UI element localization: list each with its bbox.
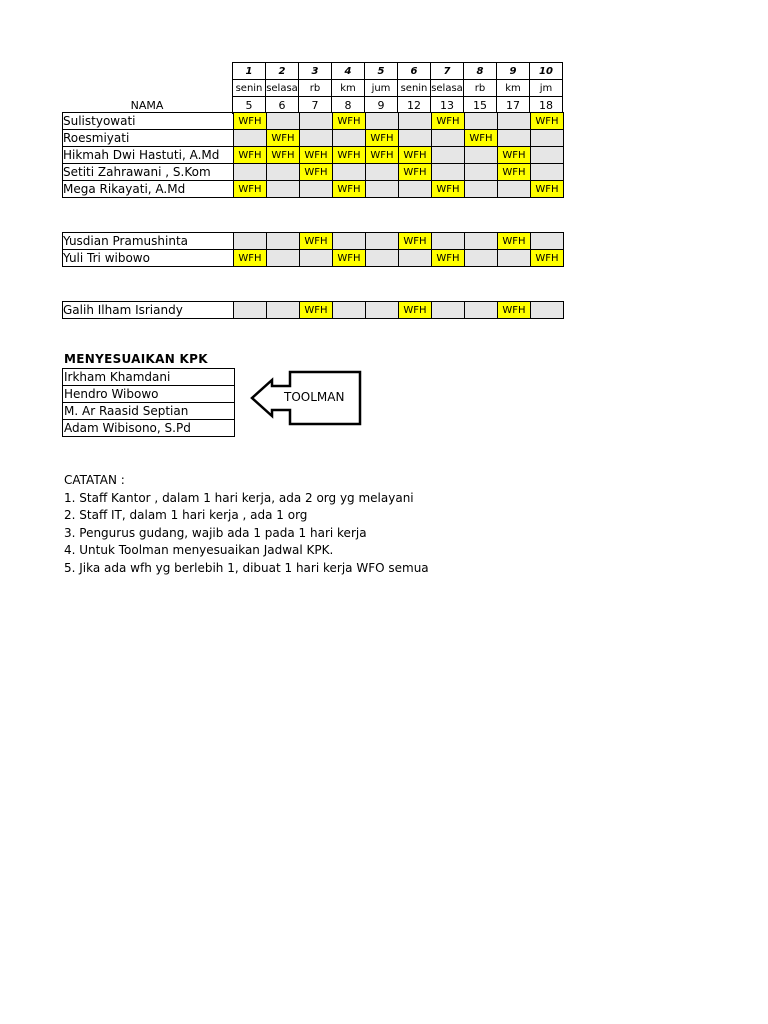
wfh-cell: WFH bbox=[234, 250, 267, 267]
weekday-cell: senin bbox=[233, 80, 266, 97]
employee-name: Roesmiyati bbox=[63, 130, 234, 147]
wfh-cell: WFH bbox=[531, 181, 564, 198]
table-row bbox=[63, 113, 564, 130]
empty-cell bbox=[399, 181, 432, 198]
empty-cell bbox=[498, 113, 531, 130]
kpk-name: Adam Wibisono, S.Pd bbox=[63, 420, 235, 437]
schedule-group-3 bbox=[62, 301, 564, 319]
wfh-cell: WFH bbox=[498, 164, 531, 181]
day-number-cell: 7 bbox=[431, 63, 464, 80]
weekday-cell: km bbox=[332, 80, 365, 97]
empty-cell bbox=[366, 113, 399, 130]
empty-cell bbox=[366, 250, 399, 267]
day-number-cell: 1 bbox=[233, 63, 266, 80]
wfh-cell: WFH bbox=[531, 250, 564, 267]
empty-cell bbox=[465, 164, 498, 181]
wfh-cell: WFH bbox=[300, 147, 333, 164]
date-cell: 12 bbox=[398, 97, 431, 114]
employee-name: Hikmah Dwi Hastuti, A.Md bbox=[63, 147, 234, 164]
wfh-cell: WFH bbox=[432, 181, 465, 198]
empty-cell bbox=[531, 302, 564, 319]
kpk-name: M. Ar Raasid Septian bbox=[63, 403, 235, 420]
kpk-name: Hendro Wibowo bbox=[63, 386, 235, 403]
empty-cell bbox=[399, 130, 432, 147]
empty-cell bbox=[267, 233, 300, 250]
empty-cell bbox=[366, 181, 399, 198]
empty-cell bbox=[531, 233, 564, 250]
notes-list bbox=[64, 490, 429, 578]
kpk-list bbox=[62, 368, 235, 437]
day-number-row bbox=[62, 63, 563, 80]
day-number-cell: 4 bbox=[332, 63, 365, 80]
empty-cell bbox=[432, 130, 465, 147]
name-column-header: NAMA bbox=[130, 98, 164, 112]
day-number-cell: 5 bbox=[365, 63, 398, 80]
empty-cell bbox=[300, 181, 333, 198]
note-item: 3. Pengurus gudang, wajib ada 1 pada 1 hari kerja bbox=[64, 525, 367, 540]
wfh-cell: WFH bbox=[234, 147, 267, 164]
day-number-cell: 9 bbox=[497, 63, 530, 80]
wfh-cell: WFH bbox=[432, 113, 465, 130]
note-item: 5. Jika ada wfh yg berlebih 1, dibuat 1 hari kerja WFO semua bbox=[64, 560, 429, 575]
wfh-cell: WFH bbox=[267, 147, 300, 164]
employee-name: Yusdian Pramushinta bbox=[63, 233, 234, 250]
wfh-cell: WFH bbox=[300, 233, 333, 250]
toolman-label: TOOLMAN bbox=[284, 390, 345, 404]
kpk-name: Irkham Khamdani bbox=[63, 369, 235, 386]
weekday-cell: km bbox=[497, 80, 530, 97]
empty-cell bbox=[465, 250, 498, 267]
wfh-cell: WFH bbox=[465, 130, 498, 147]
empty-cell bbox=[432, 302, 465, 319]
empty-cell bbox=[366, 302, 399, 319]
empty-cell bbox=[234, 233, 267, 250]
wfh-cell: WFH bbox=[234, 181, 267, 198]
day-number-cell: 10 bbox=[530, 63, 563, 80]
weekday-cell: selasa bbox=[431, 80, 464, 97]
note-item: 2. Staff IT, dalam 1 hari kerja , ada 1 org bbox=[64, 508, 308, 522]
date-cell: 8 bbox=[332, 97, 365, 114]
empty-cell bbox=[399, 250, 432, 267]
weekday-cell: rb bbox=[299, 80, 332, 97]
day-number-cell: 2 bbox=[266, 63, 299, 80]
empty-cell bbox=[531, 164, 564, 181]
weekday-cell: selasa bbox=[266, 80, 299, 97]
employee-name: Galih Ilham Isriandy bbox=[63, 302, 234, 319]
date-cell: 18 bbox=[530, 97, 563, 114]
wfh-cell: WFH bbox=[366, 130, 399, 147]
employee-name: Mega Rikayati, A.Md bbox=[63, 181, 234, 198]
wfh-cell: WFH bbox=[432, 250, 465, 267]
list-item bbox=[63, 386, 235, 403]
empty-cell bbox=[465, 302, 498, 319]
date-cell: 15 bbox=[464, 97, 497, 114]
date-cell: 5 bbox=[233, 97, 266, 114]
wfh-cell: WFH bbox=[366, 147, 399, 164]
day-number-cell: 3 bbox=[299, 63, 332, 80]
empty-cell bbox=[234, 130, 267, 147]
empty-cell bbox=[300, 250, 333, 267]
notes-section bbox=[64, 472, 429, 577]
empty-cell bbox=[498, 181, 531, 198]
list-item bbox=[63, 403, 235, 420]
empty-cell bbox=[366, 164, 399, 181]
wfh-cell: WFH bbox=[498, 147, 531, 164]
wfh-cell: WFH bbox=[267, 130, 300, 147]
list-item bbox=[63, 420, 235, 437]
empty-cell bbox=[531, 130, 564, 147]
wfh-cell: WFH bbox=[399, 147, 432, 164]
wfh-cell: WFH bbox=[300, 302, 333, 319]
empty-cell bbox=[300, 130, 333, 147]
schedule-table bbox=[62, 301, 564, 319]
day-number-cell: 8 bbox=[464, 63, 497, 80]
table-row bbox=[63, 181, 564, 198]
wfh-cell: WFH bbox=[333, 250, 366, 267]
wfh-cell: WFH bbox=[531, 113, 564, 130]
empty-cell bbox=[465, 181, 498, 198]
weekday-cell: jm bbox=[530, 80, 563, 97]
kpk-table bbox=[62, 368, 235, 437]
date-cell: 7 bbox=[299, 97, 332, 114]
empty-cell bbox=[267, 113, 300, 130]
empty-cell bbox=[465, 147, 498, 164]
weekday-cell: rb bbox=[464, 80, 497, 97]
wfh-cell: WFH bbox=[333, 147, 366, 164]
date-cell: 6 bbox=[266, 97, 299, 114]
schedule-table bbox=[62, 112, 564, 198]
schedule-header bbox=[62, 62, 563, 114]
schedule-sheet bbox=[62, 62, 563, 114]
empty-cell bbox=[465, 233, 498, 250]
date-cell: 17 bbox=[497, 97, 530, 114]
empty-cell bbox=[333, 164, 366, 181]
weekday-cell: jum bbox=[365, 80, 398, 97]
empty-cell bbox=[432, 164, 465, 181]
list-item bbox=[63, 369, 235, 386]
date-cell: 13 bbox=[431, 97, 464, 114]
empty-cell bbox=[333, 302, 366, 319]
wfh-cell: WFH bbox=[498, 302, 531, 319]
wfh-cell: WFH bbox=[399, 302, 432, 319]
table-row bbox=[63, 233, 564, 250]
wfh-cell: WFH bbox=[399, 233, 432, 250]
wfh-cell: WFH bbox=[498, 233, 531, 250]
note-item: 1. Staff Kantor , dalam 1 hari kerja, ada 2 org yg melayani bbox=[64, 490, 414, 505]
employee-name: Sulistyowati bbox=[63, 113, 234, 130]
date-cell: 9 bbox=[365, 97, 398, 114]
table-row bbox=[63, 147, 564, 164]
wfh-cell: WFH bbox=[234, 113, 267, 130]
weekday-cell: senin bbox=[398, 80, 431, 97]
table-row bbox=[63, 302, 564, 319]
empty-cell bbox=[333, 130, 366, 147]
employee-name: Yuli Tri wibowo bbox=[63, 250, 234, 267]
empty-cell bbox=[267, 302, 300, 319]
table-row bbox=[63, 130, 564, 147]
empty-cell bbox=[267, 181, 300, 198]
wfh-cell: WFH bbox=[300, 164, 333, 181]
table-row bbox=[63, 250, 564, 267]
schedule-group-1 bbox=[62, 112, 564, 198]
notes-heading: CATATAN : bbox=[64, 473, 125, 487]
empty-cell bbox=[300, 113, 333, 130]
empty-cell bbox=[399, 113, 432, 130]
empty-cell bbox=[333, 233, 366, 250]
table-row bbox=[63, 164, 564, 181]
weekday-row bbox=[62, 80, 563, 97]
kpk-title: MENYESUAIKAN KPK bbox=[64, 352, 208, 366]
note-item: 4. Untuk Toolman menyesuaikan Jadwal KPK. bbox=[64, 543, 334, 557]
empty-cell bbox=[498, 130, 531, 147]
wfh-cell: WFH bbox=[333, 181, 366, 198]
empty-cell bbox=[267, 250, 300, 267]
empty-cell bbox=[267, 164, 300, 181]
empty-cell bbox=[432, 233, 465, 250]
empty-cell bbox=[234, 302, 267, 319]
empty-cell bbox=[531, 147, 564, 164]
wfh-cell: WFH bbox=[333, 113, 366, 130]
date-row bbox=[62, 97, 563, 114]
wfh-cell: WFH bbox=[399, 164, 432, 181]
employee-name: Setiti Zahrawani , S.Kom bbox=[63, 164, 234, 181]
empty-cell bbox=[465, 113, 498, 130]
schedule-table bbox=[62, 232, 564, 267]
empty-cell bbox=[366, 233, 399, 250]
schedule-group-2 bbox=[62, 232, 564, 267]
empty-cell bbox=[432, 147, 465, 164]
empty-cell bbox=[234, 164, 267, 181]
day-number-cell: 6 bbox=[398, 63, 431, 80]
empty-cell bbox=[498, 250, 531, 267]
